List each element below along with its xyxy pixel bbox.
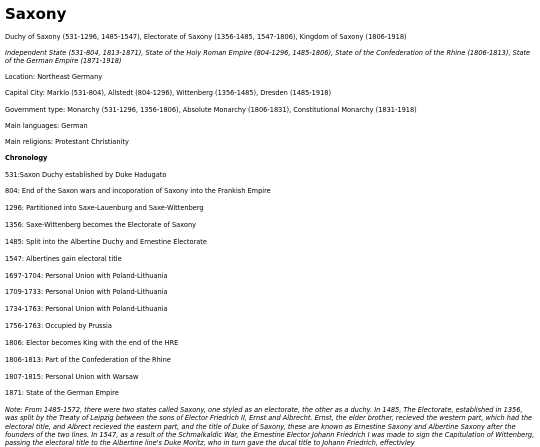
religions-line: Main religions: Protestant Christianity (5, 138, 129, 147)
chronology-list (5, 171, 535, 398)
other-status-line: Independent State (531-804, 1813-1871), State of the Holy Roman Empire (804-1296, 1485-1806), State of the Confederation of the Rhine (1806-1813), State of the German Empire (1871-1918) (5, 48, 531, 65)
list-item: 1485: Split into the Albertine Duchy and Ernestine Electorate (5, 237, 207, 246)
note-paragraph: Note: From 1485-1572, there were two states called Saxony, one styled as an electorate, the other as a duchy. In 1485, The Electorate, established in 1356, was split by the Treaty of Leipzig between the sons of Elector Friedrich II, Ernst and Albrecht. Ernst, the elder brother, recieved the western part, which had the electoral title, and Albrect recieved the eastern part, and the title of Duke of Saxony, these are known as Ernestine Saxony and Albertine Saxony after the founders of the two lines. In 1547, as a result of the Schmalkaldic War, the Ernestine Elector Johann Friedrich I was made to sign the Capitulation of Wittenberg, passing the electoral title to the Albertine line's Duke Moritz, who in turn gave the ducal title to Johann Friedrich, effectivley (5, 406, 535, 447)
list-item: 1709-1733: Personal Union with Poland-Lithuania (5, 288, 168, 297)
list-item: 1296: Partitioned into Saxe-Lauenburg and Saxe-Wittenberg (5, 204, 204, 213)
capital-line: Capital City: Marklo (531-804), Allstedt (804-1296), Wittenberg (1356-1485), Dresden (1485-1918) (5, 89, 332, 98)
list-item: 1806: Elector becomes King with the end of the HRE (5, 338, 179, 347)
list-item: 1547: Albertines gain electoral title (5, 254, 122, 263)
page-title: Saxony (5, 5, 67, 23)
list-item: 531:Saxon Duchy established by Duke Hadugato (5, 170, 167, 179)
list-item: 1871: State of the German Empire (5, 389, 119, 398)
languages-line: Main languages: German (5, 121, 88, 130)
government-line: Government type: Monarchy (531-1296, 1356-1806), Absolute Monarchy (1806-1831), Constitutional Monarchy (1831-1918) (5, 105, 417, 114)
list-item: 1807-1815: Personal Union with Warsaw (5, 372, 139, 381)
location-line: Location: Northeast Germany (5, 73, 103, 82)
list-item: 1806-1813: Part of the Confederation of the Rhine (5, 355, 171, 364)
chronology-heading: Chronology (5, 154, 48, 163)
list-item: 1697-1704: Personal Union with Poland-Lithuania (5, 271, 168, 280)
list-item: 1734-1763: Personal Union with Poland-Lithuania (5, 305, 168, 314)
status-line: Duchy of Saxony (531-1296, 1485-1547), Electorate of Saxony (1356-1485, 1547-1806), Kingdom of Saxony (1806-1918) (5, 32, 407, 41)
list-item: 1756-1763: Occupied by Prussia (5, 322, 112, 331)
list-item: 804: End of the Saxon wars and incoporation of Saxony into the Frankish Empire (5, 187, 271, 196)
list-item: 1356: Saxe-Wittenberg becomes the Electorate of Saxony (5, 221, 197, 230)
